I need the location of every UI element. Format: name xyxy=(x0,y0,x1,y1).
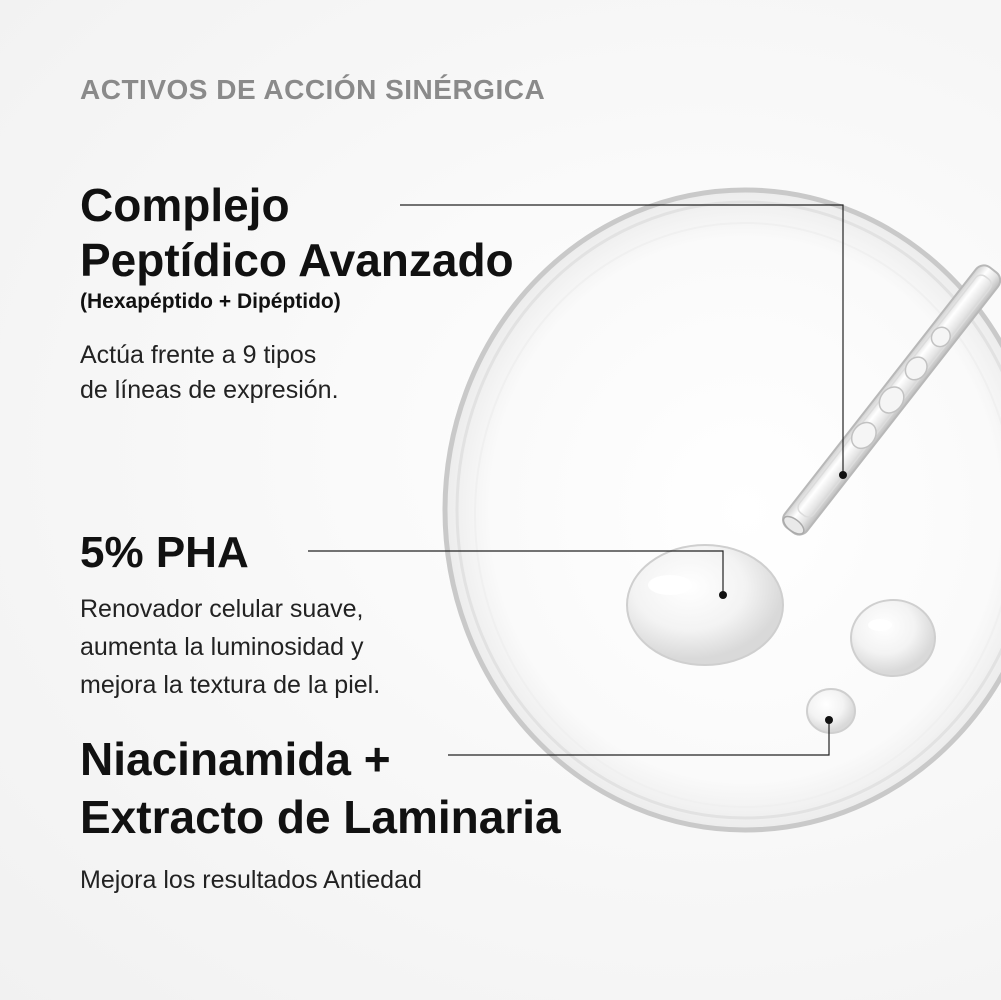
description-line: mejora la textura de la piel. xyxy=(80,671,381,699)
leader-dot-niacinamide xyxy=(825,716,833,724)
ingredient-description-pha xyxy=(80,590,380,704)
leader-dot-peptides xyxy=(839,471,847,479)
title-line: Peptídico Avanzado xyxy=(80,234,514,286)
section-eyebrow: ACTIVOS DE ACCIÓN SINÉRGICA xyxy=(80,74,546,105)
description-line: de líneas de expresión. xyxy=(80,376,339,404)
title-line: Niacinamida + xyxy=(80,733,391,785)
ingredient-title-peptides xyxy=(80,178,514,288)
description-line: aumenta la luminosidad y xyxy=(80,633,364,661)
title-line: Extracto de Laminaria xyxy=(80,791,561,843)
description-line: Actúa frente a 9 tipos xyxy=(80,341,317,369)
ingredient-description-niacinamide xyxy=(80,866,422,895)
title-line: Complejo xyxy=(80,179,290,231)
title-line: 5% PHA xyxy=(80,528,249,577)
ingredient-title-niacinamide xyxy=(80,730,561,846)
leader-dot-pha xyxy=(719,591,727,599)
description-line: Mejora los resultados Antiedad xyxy=(80,866,422,894)
ingredient-description-peptides xyxy=(80,338,339,408)
ingredient-title-pha xyxy=(80,528,249,578)
ingredient-subtitle-peptides: (Hexapéptido + Dipéptido) xyxy=(80,290,341,313)
description-line: Renovador celular suave, xyxy=(80,595,364,623)
